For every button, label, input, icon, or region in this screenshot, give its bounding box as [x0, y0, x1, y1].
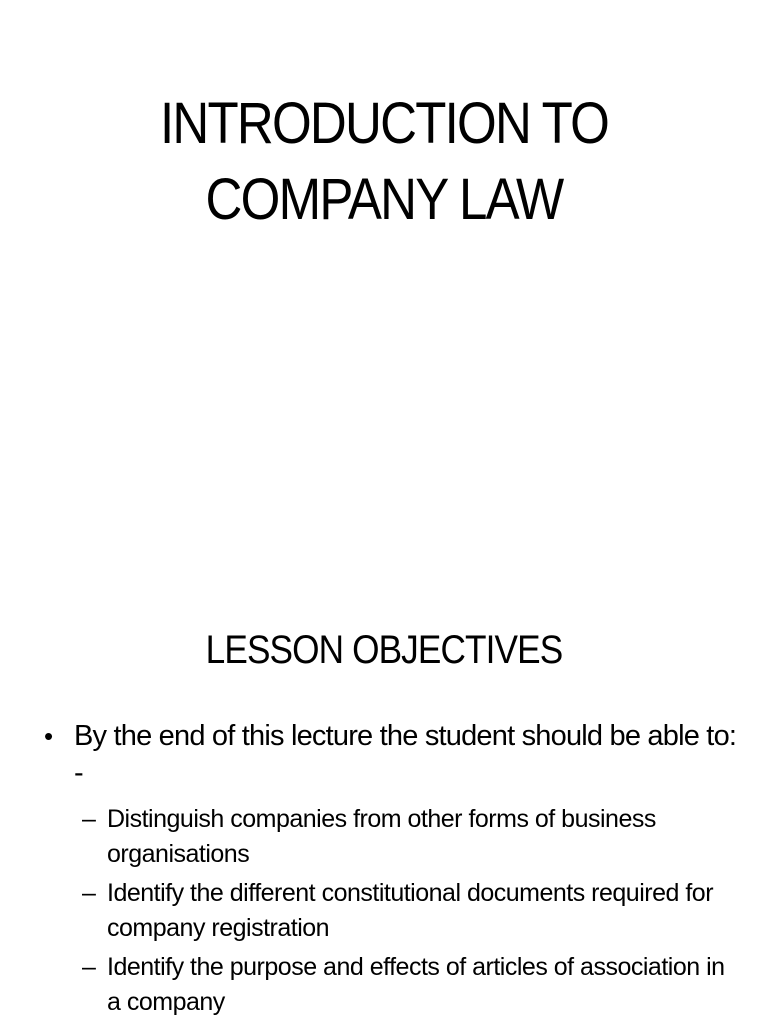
objectives-list	[44, 718, 744, 1024]
sub-bullet-text: Distinguish companies from other forms of business organisations	[107, 805, 656, 868]
dash-marker: –	[82, 879, 96, 907]
sub-bullet-text: Identify the purpose and effects of articles of association in a company	[107, 953, 725, 1016]
sub-bullet-list	[44, 802, 744, 1020]
bullet-item	[44, 718, 744, 792]
sub-bullet-item	[82, 802, 744, 872]
lesson-objectives-heading: LESSON OBJECTIVES	[205, 628, 563, 672]
dash-marker: –	[82, 805, 96, 833]
dash-marker: –	[82, 953, 96, 981]
sub-bullet-item	[82, 950, 744, 1020]
sub-bullet-text: Identify the different constitutional documents required for company registration	[107, 879, 714, 942]
slide-title	[46, 86, 722, 238]
slide-title-line: INTRODUCTION TO	[159, 91, 609, 156]
bullet-marker: •	[44, 721, 53, 751]
slide-title-line: COMPANY LAW	[205, 167, 563, 232]
sub-bullet-item	[82, 876, 744, 946]
bullet-text: By the end of this lecture the student should be able to: -	[74, 720, 737, 789]
